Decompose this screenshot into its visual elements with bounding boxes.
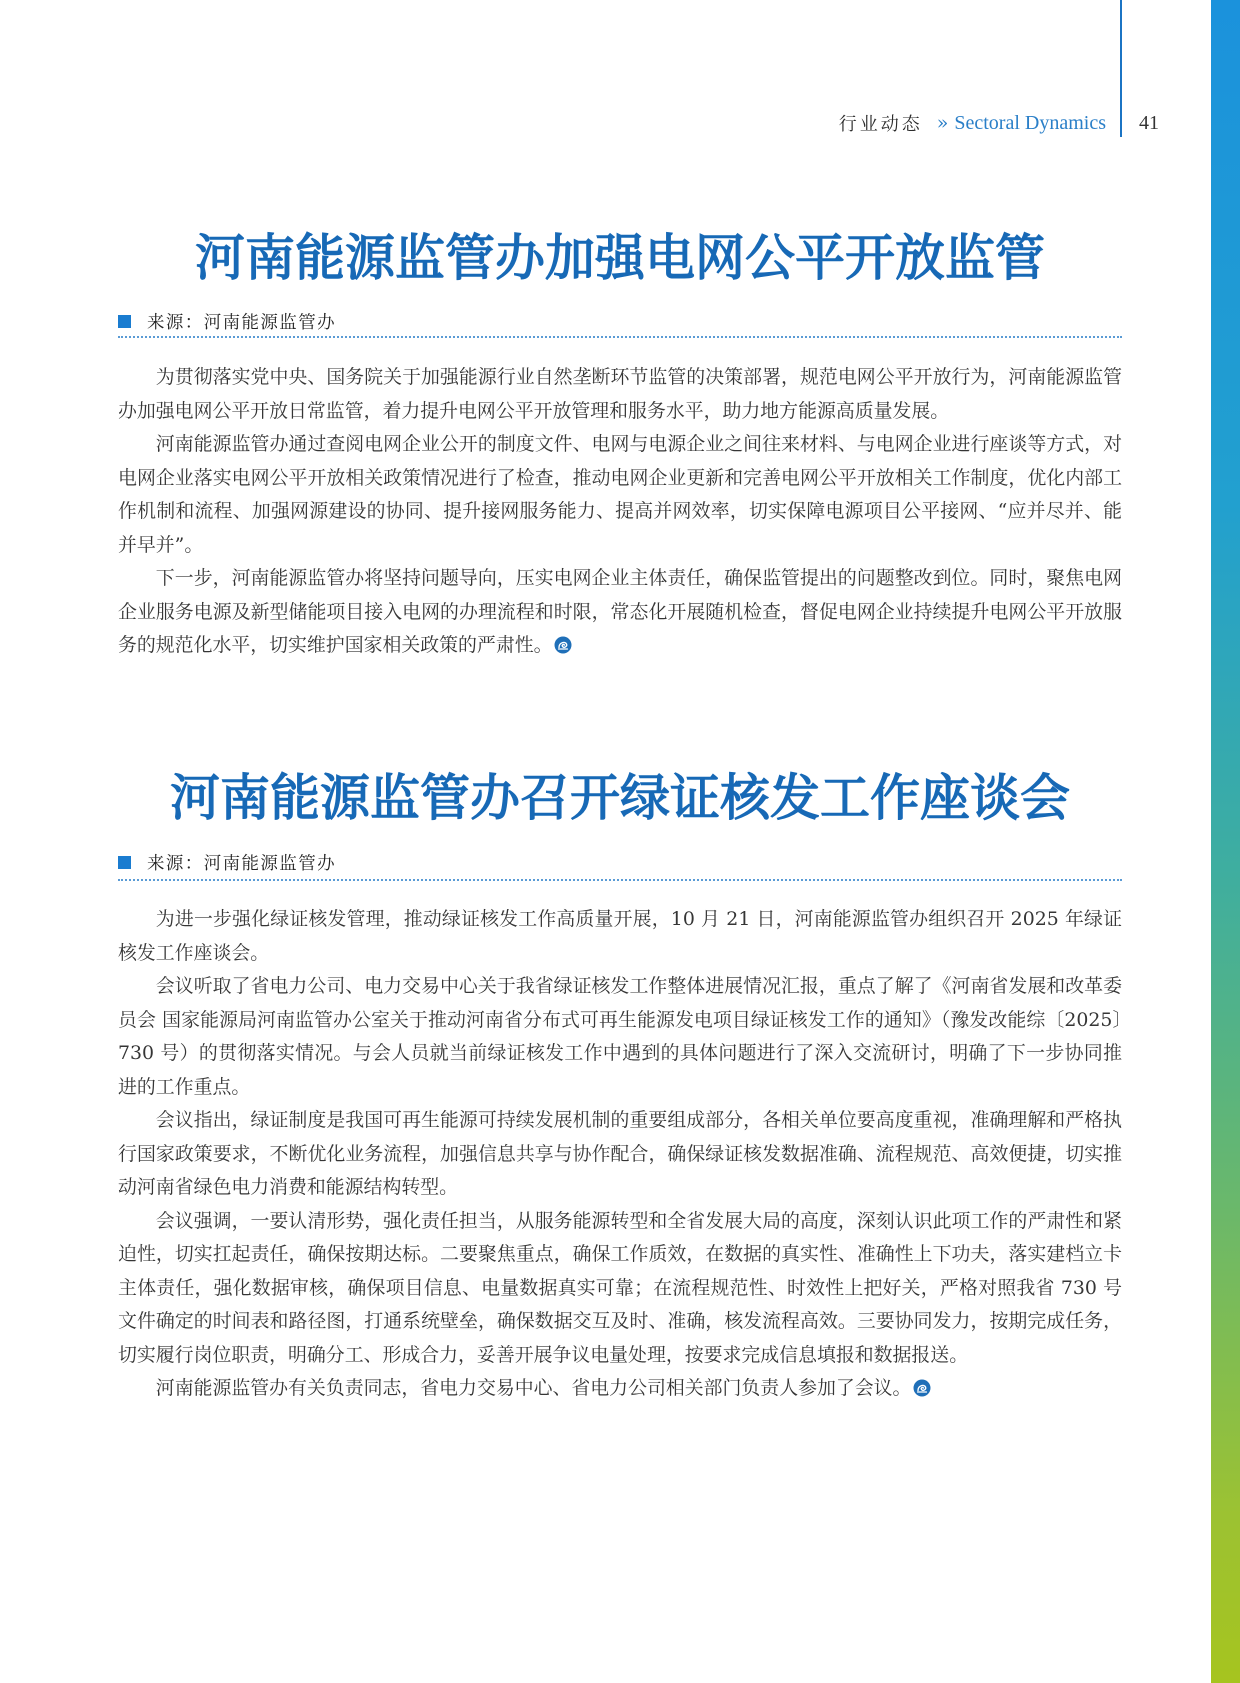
paragraph (118, 562, 1122, 663)
paragraph-text: 下一步，河南能源监管办将坚持问题导向，压实电网企业主体责任，确保监管提出的问题整改到位。同时，聚焦电网企业服务电源及新型储能项目接入电网的办理流程和时限，常态化开展随机检查，督促电网企业持续提升电网公平开放服务的规范化水平，切实维护国家相关政策的严肃性。 (118, 567, 1122, 656)
paragraph: 河南能源监管办通过查阅电网企业公开的制度文件、电网与电源企业之间往来材料、与电网企业进行座谈等方式，对电网企业落实电网公平开放相关政策情况进行了检查，推动电网企业更新和完善电网公平开放相关工作制度，优化内部工作机制和流程、加强网源建设的协同、提升接网服务能力、提高并网效率，切实保障电源项目公平接网、“应并尽并、能并早并”。 (118, 433, 1122, 556)
article-title: 河南能源监管办加强电网公平开放监管 (195, 228, 1045, 287)
paragraph-text: 河南能源监管办有关负责同志，省电力交易中心、省电力公司相关部门负责人参加了会议。 (155, 1377, 912, 1399)
article-title: 河南能源监管办召开绿证核发工作座谈会 (170, 768, 1070, 827)
double-chevron-icon: » (936, 112, 949, 134)
paragraph: 会议听取了省电力公司、电力交易中心关于我省绿证核发工作整体进展情况汇报，重点了解了《河南省发展和改革委员会 国家能源局河南监管办公室关于推动河南省分布式可再生能源发电项目绿证核发工作的通知》（豫发改能综〔2025〕730 号）的贯彻落实情况。与会人员就当前绿证核发工作中遇到的具体问题进行了深入交流研讨，明确了下一步协同推进的工作重点。 (118, 975, 1122, 1098)
end-mark-icon (554, 632, 572, 650)
dotted-divider (118, 336, 1122, 338)
side-gradient-bar (1211, 0, 1240, 1683)
paragraph: 会议强调，一要认清形势，强化责任担当，从服务能源转型和全省发展大局的高度，深刻认识此项工作的严肃性和紧迫性，切实扛起责任，确保按期达标。二要聚焦重点，确保工作质效，在数据的真实性、准确性上下功夫，落实建档立卡主体责任，强化数据审核，确保项目信息、电量数据真实可靠；在流程规范性、时效性上把好关，严格对照我省 730 号文件确定的时间表和路径图，打通系统壁垒，确保数据交互及时、准确，核发流程高效。三要协同发力，按期完成任务，切实履行岗位职责，明确分工、形成合力，妥善开展争议电量处理，按要求完成信息填报和数据报送。 (118, 1209, 1122, 1366)
article-source (118, 309, 336, 333)
article-source (118, 850, 336, 874)
dotted-divider (118, 879, 1122, 881)
end-mark-icon (913, 1375, 931, 1393)
paragraph: 为贯彻落实党中央、国务院关于加强能源行业自然垄断环节监管的决策部署，规范电网公平开放行为，河南能源监管办加强电网公平开放日常监管，着力提升电网公平开放管理和服务水平，助力地方能源高质量发展。 (118, 366, 1122, 422)
header-vertical-rule (1120, 0, 1122, 137)
section-name-en: Sectoral Dynamics (954, 111, 1106, 134)
running-head (839, 110, 1106, 136)
square-bullet-icon (118, 856, 131, 869)
paragraph (118, 1372, 1122, 1406)
article-body (118, 361, 1122, 663)
paragraph: 会议指出，绿证制度是我国可再生能源可持续发展机制的重要组成部分，各相关单位要高度重视，准确理解和严格执行国家政策要求，不断优化业务流程，加强信息共享与协作配合，确保绿证核发数据准确、流程规范、高效便捷，切实推动河南省绿色电力消费和能源结构转型。 (118, 1109, 1122, 1198)
source-label: 来源：河南能源监管办 (147, 853, 336, 874)
article-body (118, 903, 1122, 1406)
page-number: 41 (1139, 112, 1159, 134)
paragraph: 为进一步强化绿证核发管理，推动绿证核发工作高质量开展，10 月 21 日，河南能源监管办组织召开 2025 年绿证核发工作座谈会。 (118, 908, 1122, 964)
source-label: 来源：河南能源监管办 (147, 312, 336, 333)
square-bullet-icon (118, 315, 131, 328)
section-name-cn: 行业动态 (838, 114, 923, 135)
